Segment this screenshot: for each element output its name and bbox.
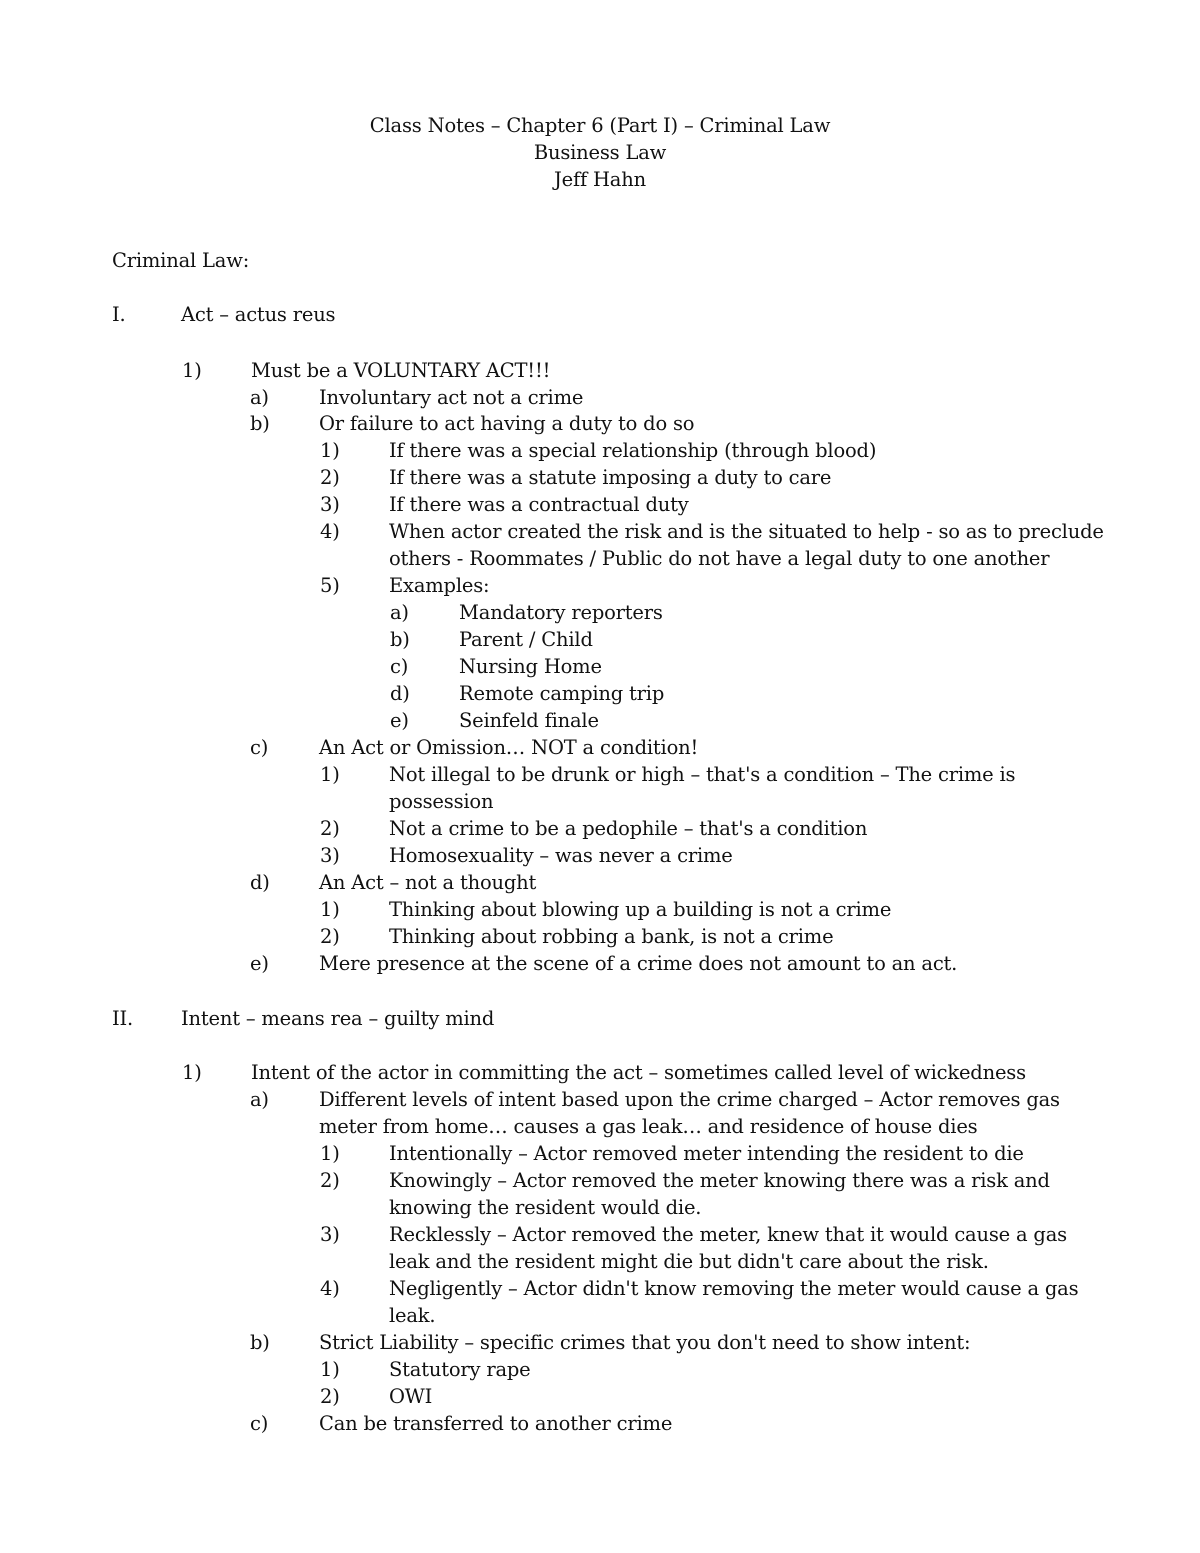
outline-marker: 1) <box>320 763 340 786</box>
outline-marker: c) <box>250 1412 269 1435</box>
outline-text: leak and the resident might die but didn't care about the risk. <box>389 1250 989 1273</box>
outline-text: Examples: <box>389 574 490 597</box>
outline-text: Strict Liability – specific crimes that you don't need to show intent: <box>319 1331 971 1354</box>
outline-text: Negligently – Actor didn't know removing the meter would cause a gas <box>389 1277 1079 1300</box>
outline-text: Remote camping trip <box>459 682 665 705</box>
outline-marker: 2) <box>320 1385 340 1408</box>
outline-marker: 3) <box>320 1223 340 1246</box>
outline-text: Not illegal to be drunk or high – that's a condition – The crime is <box>389 763 1016 786</box>
outline-text: An Act – not a thought <box>319 871 537 894</box>
outline-marker: 2) <box>320 466 340 489</box>
outline-marker: 1) <box>182 1061 202 1084</box>
outline-marker: e) <box>390 709 409 732</box>
outline-marker: a) <box>390 601 409 624</box>
outline-marker: a) <box>250 1088 269 1111</box>
outline-marker: 1) <box>320 439 340 462</box>
outline-text: OWI <box>389 1385 433 1408</box>
outline-text: Can be transferred to another crime <box>319 1412 673 1435</box>
outline-text: Different levels of intent based upon the crime charged – Actor removes gas <box>319 1088 1060 1111</box>
outline-marker: d) <box>390 682 410 705</box>
outline-marker: 4) <box>320 520 340 543</box>
outline-text: When actor created the risk and is the situated to help - so as to preclude <box>389 520 1104 543</box>
outline-marker: b) <box>250 412 270 435</box>
outline-marker: 1) <box>320 1142 340 1165</box>
outline-text: Statutory rape <box>389 1358 531 1381</box>
outline-marker: b) <box>390 628 410 651</box>
outline-text: If there was a statute imposing a duty to care <box>389 466 832 489</box>
outline-text: Knowingly – Actor removed the meter knowing there was a risk and <box>389 1169 1050 1192</box>
outline-text: Not a crime to be a pedophile – that's a condition <box>389 817 868 840</box>
outline-marker: 5) <box>320 574 340 597</box>
outline-text: An Act or Omission… NOT a condition! <box>319 736 699 759</box>
outline-text: Intent – means rea – guilty mind <box>181 1007 495 1030</box>
outline-text: others - Roommates / Public do not have a legal duty to one another <box>389 547 1050 570</box>
outline-marker: 3) <box>320 844 340 867</box>
outline-marker: 2) <box>320 817 340 840</box>
outline-text: If there was a special relationship (through blood) <box>389 439 877 462</box>
outline-marker: e) <box>250 952 269 975</box>
outline-text: Intent of the actor in committing the act – sometimes called level of wickedness <box>251 1061 1026 1084</box>
outline-text: Or failure to act having a duty to do so <box>319 412 695 435</box>
outline-text: Intentionally – Actor removed meter intending the resident to die <box>389 1142 1024 1165</box>
outline-marker: b) <box>250 1331 270 1354</box>
outline-marker: 1) <box>182 359 202 382</box>
section-heading: Criminal Law: <box>112 249 250 272</box>
outline-marker: I. <box>112 303 126 326</box>
outline-marker: 4) <box>320 1277 340 1300</box>
outline-marker: 3) <box>320 493 340 516</box>
outline-text: meter from home… causes a gas leak… and residence of house dies <box>319 1115 978 1138</box>
outline-text: Nursing Home <box>459 655 602 678</box>
outline-text: possession <box>389 790 494 813</box>
outline-text: Recklessly – Actor removed the meter, knew that it would cause a gas <box>389 1223 1067 1246</box>
outline-marker: 2) <box>320 925 340 948</box>
outline-marker: d) <box>250 871 270 894</box>
outline-text: knowing the resident would die. <box>389 1196 702 1219</box>
outline-marker: 1) <box>320 898 340 921</box>
outline-text: Must be a VOLUNTARY ACT!!! <box>251 359 551 382</box>
outline-text: Homosexuality – was never a crime <box>389 844 733 867</box>
outline-text: Act – actus reus <box>181 303 336 326</box>
outline-marker: c) <box>390 655 409 678</box>
outline-marker: c) <box>250 736 269 759</box>
outline-text: If there was a contractual duty <box>389 493 689 516</box>
author-name: Jeff Hahn <box>554 168 646 191</box>
outline-text: Parent / Child <box>459 628 593 651</box>
outline-marker: 1) <box>320 1358 340 1381</box>
outline-marker: 2) <box>320 1169 340 1192</box>
outline-text: leak. <box>389 1304 436 1327</box>
outline-text: Seinfeld finale <box>459 709 599 732</box>
course-name: Business Law <box>533 141 667 164</box>
outline-text: Thinking about robbing a bank, is not a crime <box>389 925 834 948</box>
outline-text: Involuntary act not a crime <box>319 386 584 409</box>
outline-marker: a) <box>250 386 269 409</box>
document-title: Class Notes – Chapter 6 (Part I) – Criminal Law <box>369 114 831 137</box>
outline-text: Mere presence at the scene of a crime does not amount to an act. <box>319 952 958 975</box>
outline-text: Thinking about blowing up a building is not a crime <box>389 898 892 921</box>
outline-text: Mandatory reporters <box>459 601 663 624</box>
outline-marker: II. <box>112 1007 134 1030</box>
